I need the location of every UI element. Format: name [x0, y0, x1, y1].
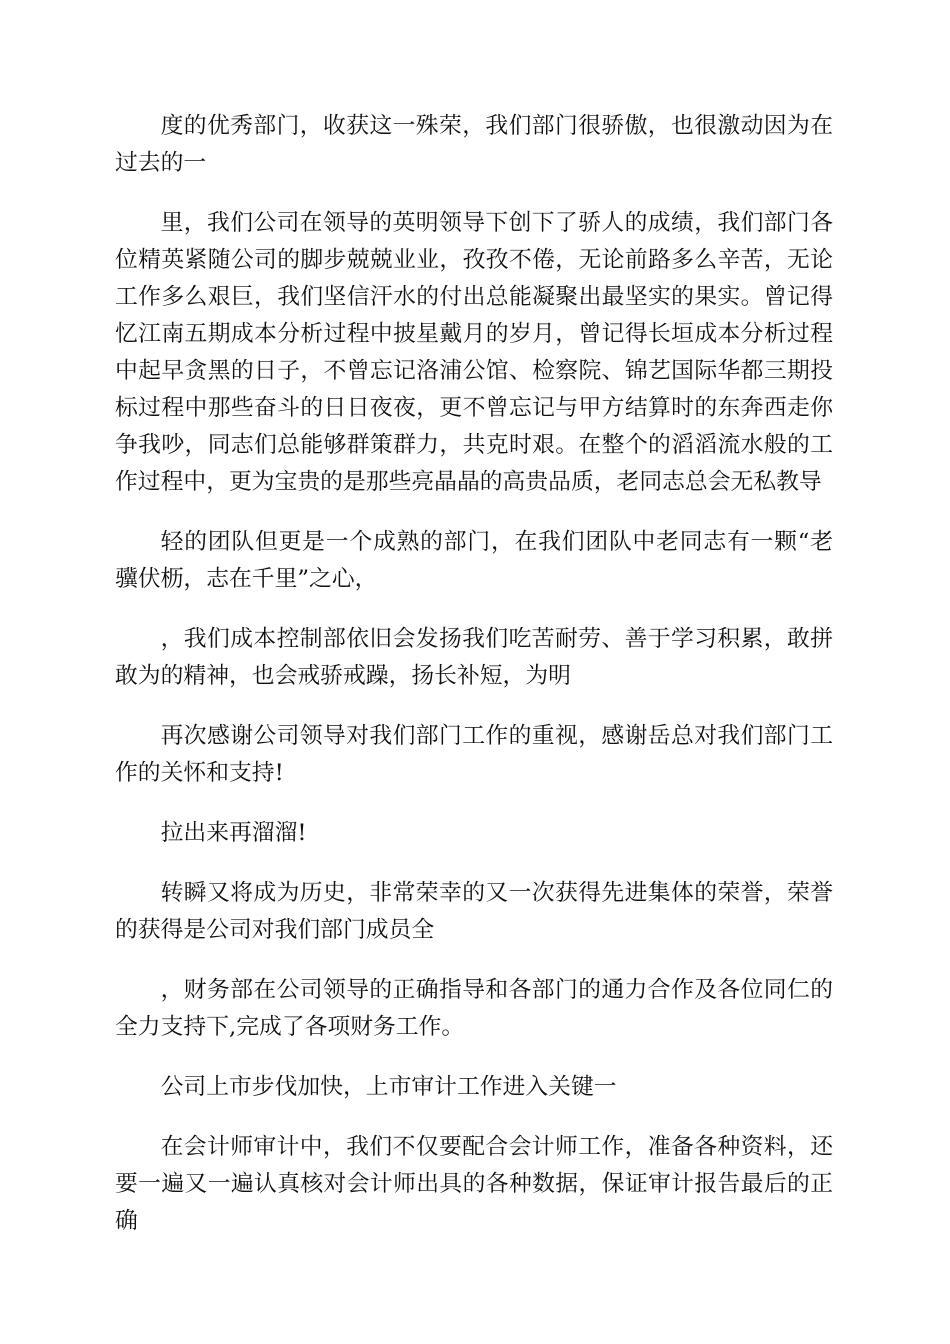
paragraph-10: 在会计师审计中，我们不仅要配合会计师工作，准备各种资料，还要一遍又一遍认真核对会计师出具的各种数据，保证审计报告最后的正确	[115, 1134, 833, 1234]
paragraph-1: 度的优秀部门，收获这一殊荣，我们部门很骄傲，也很激动因为在过去的一	[115, 113, 833, 176]
paragraph-6: 拉出来再溜溜!	[160, 820, 307, 846]
document-body	[115, 108, 833, 1263]
paragraph-4: ，我们成本控制部依旧会发扬我们吃苦耐劳、善于学习积累，敢拼敢为的精神，也会戒骄戒躁，扬长补短，为明	[115, 626, 833, 689]
paragraph-9: 公司上市步伐加快，上市审计工作进入关键一	[160, 1074, 617, 1100]
paragraph-7: 转瞬又将成为历史，非常荣幸的又一次获得先进集体的荣誉，荣誉的获得是公司对我们部门成员全	[115, 880, 833, 943]
paragraph-2: 里，我们公司在领导的英明领导下创下了骄人的成绩，我们部门各位精英紧随公司的脚步兢兢业业，孜孜不倦，无论前路多么辛苦，无论工作多么艰巨，我们坚信汗水的付出总能凝聚出最坚实的果实。曾记得忆江南五期成本分析过程中披星戴月的岁月，曾记得长垣成本分析过程中起早贪黑的日子，不曾忘记洛浦公馆、检察院、锦艺国际华都三期投标过程中那些奋斗的日日夜夜，更不曾忘记与甲方结算时的东奔西走你争我吵，同志们总能够群策群力，共克时艰。在整个的滔滔流水般的工作过程中，更为宝贵的是那些亮晶晶的高贵品质，老同志总会无私教导	[115, 210, 833, 495]
paragraph-8: ，财务部在公司领导的正确指导和各部门的通力合作及各位同仁的全力支持下,完成了各项财务工作。	[115, 977, 833, 1040]
paragraph-3: 轻的团队但更是一个成熟的部门，在我们团队中老同志有一颗“老骥伏枥，志在千里”之心，	[115, 529, 833, 592]
paragraph-5: 再次感谢公司领导对我们部门工作的重视，感谢岳总对我们部门工作的关怀和支持!	[115, 723, 833, 786]
